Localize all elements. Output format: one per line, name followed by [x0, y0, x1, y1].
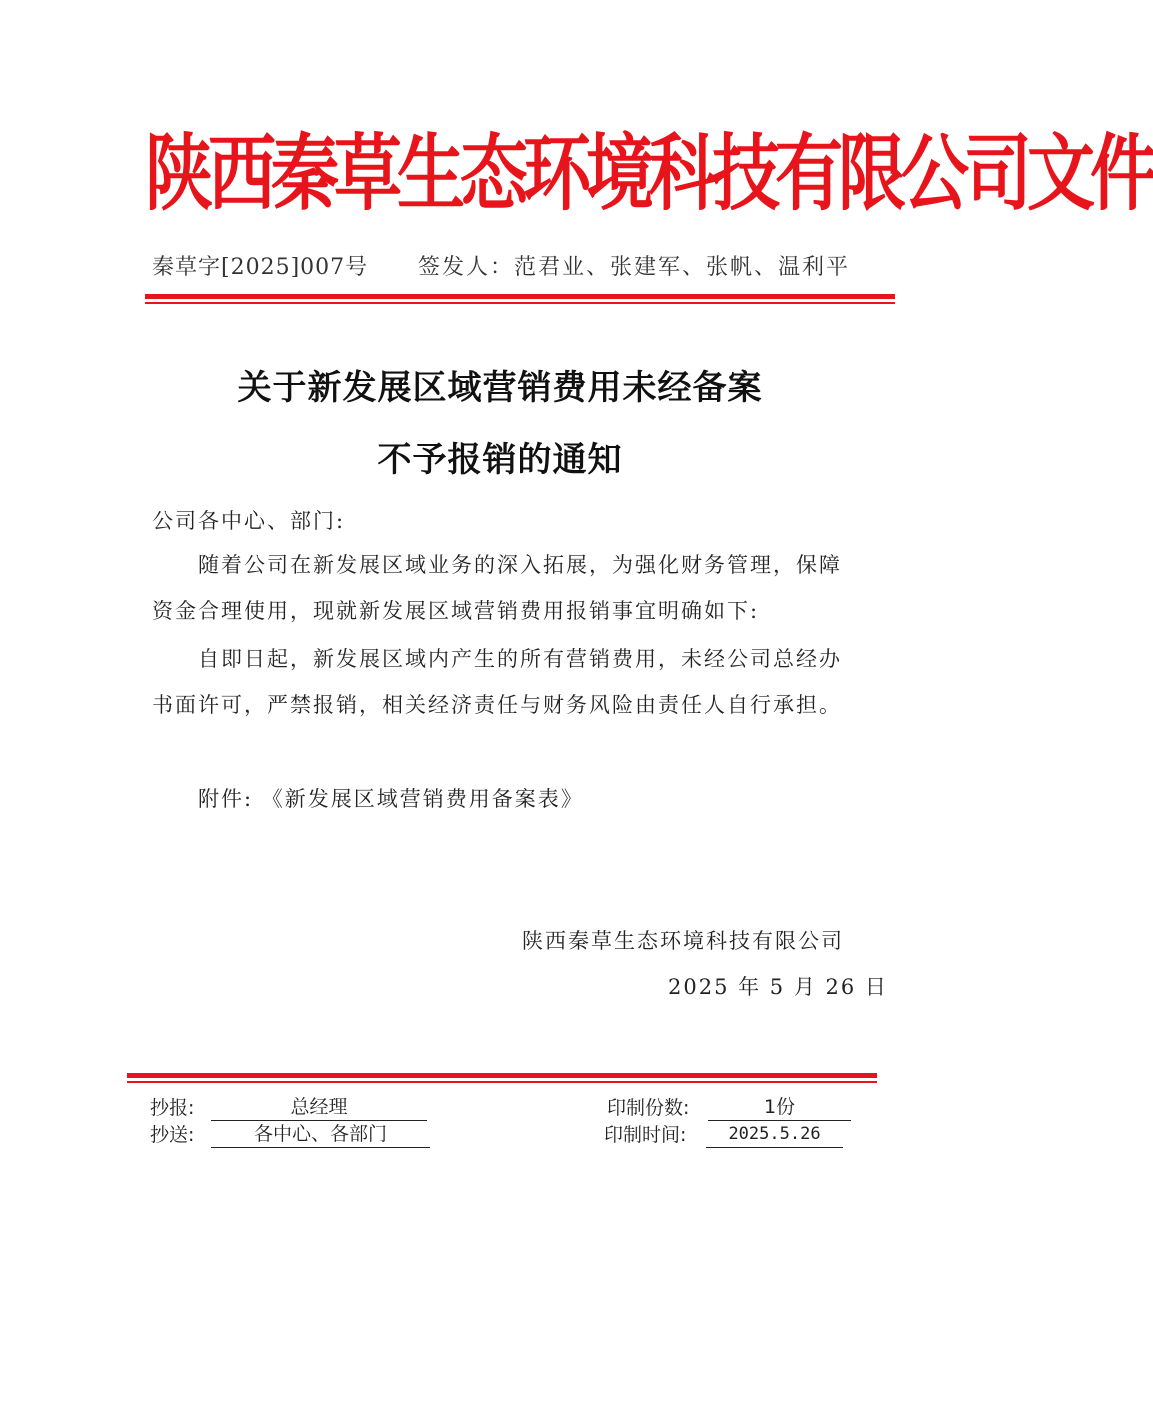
- print-copies-value: 1份: [708, 1094, 851, 1121]
- attachment-line: 附件: 《新发展区域营销费用备案表》: [198, 787, 584, 811]
- body-paragraph-1: 随着公司在新发展区域业务的深入拓展，为强化财务管理，保障资金合理使用，现就新发展区域营销费用报销事宜明确如下:: [152, 553, 842, 623]
- print-copies-label: 印制份数:: [607, 1097, 690, 1119]
- document-masthead: 陕西秦草生态环境科技有限公司文件: [145, 126, 1153, 223]
- print-time-label: 印制时间:: [604, 1124, 687, 1146]
- notice-title-line2: 不予报销的通知: [377, 440, 623, 480]
- signer-line: 签发人：范君业、张建军、张帆、温利平: [418, 255, 851, 280]
- signature-company: 陕西秦草生态环境科技有限公司: [522, 929, 844, 953]
- body-paragraph-2: 自即日起，新发展区域内产生的所有营销费用，未经公司总经办书面许可，严禁报销，相关经济责任与财务风险由责任人自行承担。: [152, 647, 842, 717]
- report-to-value: 总经理: [211, 1094, 427, 1121]
- copy-to-label: 抄送:: [150, 1124, 195, 1146]
- header-divider-thin: [145, 302, 895, 304]
- document-number: 秦草字[2025]007号: [152, 255, 369, 280]
- notice-title-line1: 关于新发展区域营销费用未经备案: [237, 368, 763, 408]
- report-to-label: 抄报:: [150, 1097, 195, 1119]
- print-time-value: 2025.5.26: [706, 1121, 843, 1148]
- salutation: 公司各中心、部门:: [152, 509, 346, 533]
- copy-to-value: 各中心、各部门: [211, 1121, 430, 1148]
- signature-date: 2025 年 5 月 26 日: [668, 975, 888, 999]
- footer-divider-thin: [127, 1081, 877, 1083]
- header-divider-thick: [145, 294, 895, 299]
- footer-divider-thick: [127, 1073, 877, 1078]
